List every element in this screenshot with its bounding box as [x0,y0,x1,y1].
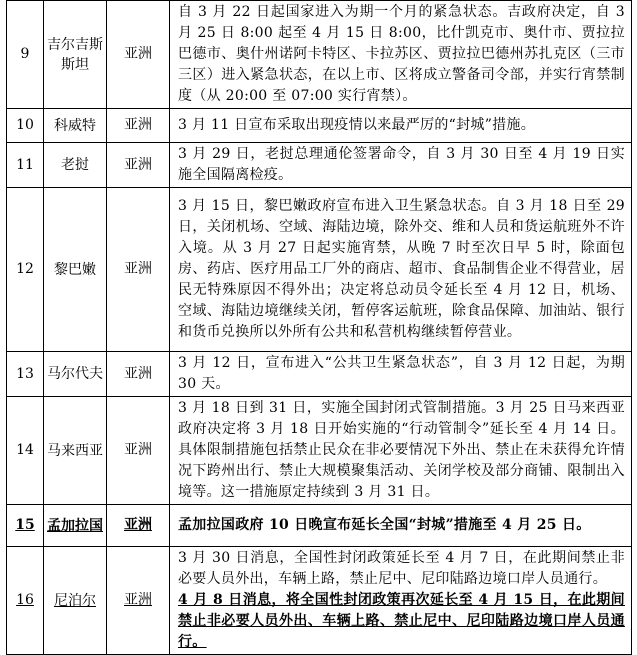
country-name: 吉尔吉斯斯坦 [44,1,107,109]
measure-text: 3 月 12 日，宣布进入“公共卫生紧急状态”，自 3 月 12 日起，为期 30 天。 [170,352,632,397]
measure-text: 孟加拉国政府 10 日晚宣布延长全国“封城”措施至 4 月 25 日。 [170,505,632,547]
country-name: 尼泊尔 [44,547,107,655]
table-row [7,352,632,397]
row-number: 9 [7,1,44,109]
row-number: 14 [7,397,44,505]
measure-text-part-2: 4 月 8 日消息，将全国性封闭政策再次延长至 4 月 15 日，在此期间禁止非必要人员外出、车辆上路、禁止尼中、尼印陆路边境口岸人员通行。 [178,592,625,650]
table-row [7,1,632,109]
region: 亚洲 [107,352,170,397]
row-number: 15 [7,505,44,547]
table-row [7,505,632,547]
region: 亚洲 [107,397,170,505]
measure-text: 3 月 18 日到 31 日，实施全国封闭式管制措施。3 月 25 日马来西亚政府决定将 3 月 18 日开始实施的“行动管制令”延长至 4 月 14 日。具体限制措施包括禁止民众在非必要情况下外出、禁止在未获得允许情况下跨州出行、禁止大规模聚集活动、关闭学校及部分商铺、限制出入境等。这一措施原定持续到 3 月 31 日。 [170,397,632,505]
region: 亚洲 [107,188,170,352]
country-name: 孟加拉国 [44,505,107,547]
country-name: 马尔代夫 [44,352,107,397]
country-name: 马来西亚 [44,397,107,505]
table-row [7,397,632,505]
region: 亚洲 [107,1,170,109]
table-row [7,547,632,655]
row-number: 12 [7,188,44,352]
region: 亚洲 [107,547,170,655]
row-number: 10 [7,109,44,143]
table-row [7,109,632,143]
row-number: 13 [7,352,44,397]
table-row [7,143,632,188]
measure-text: 自 3 月 22 日起国家进入为期一个月的紧急状态。吉政府决定，自 3 月 25 日 8:00 起至 4 月 15 日 8:00，比什凯克市、奥什市、贾拉拉巴德市、奥什州诺阿卡特区、卡拉苏区、贾拉拉巴德州苏扎克区（三市三区）进入紧急状态，在以上市、区将成立警备司令部，并实行宵禁制度（从 20:00 至 07:00 实行宵禁）。 [170,1,632,109]
row-number: 11 [7,143,44,188]
measure-text: 3 月 15 日，黎巴嫩政府宣布进入卫生紧急状态。自 3 月 18 日至 29 日，关闭机场、空域、海陆边境，除外交、维和人员和货运航班外不许入境。从 3 月 27 日起实施宵禁，从晚 7 时至次日早 5 时，除面包房、药店、医疗用品工厂外的商店、超市、食品制售企业不得营业，居民无特殊原因不得外出；决定将总动员令延长至 4 月 12 日，机场、空域、海陆边境继续关闭，暂停客运航班，除食品保障、加油站、银行和货币兑换所以外所有公共和私营机构继续暂停营业。 [170,188,632,352]
region: 亚洲 [107,109,170,143]
measure-text [170,547,632,655]
region: 亚洲 [107,505,170,547]
country-name: 科威特 [44,109,107,143]
country-name: 黎巴嫩 [44,188,107,352]
measure-text-part-1: 3 月 30 日消息，全国性封闭政策延长至 4 月 7 日，在此期间禁止非必要人员外出，车辆上路，禁止尼中、尼印陆路边境口岸人员通行。 [178,550,625,587]
measure-text: 3 月 29 日，老挝总理通伦签署命令，自 3 月 30 日至 4 月 19 日实施全国隔离检疫。 [170,143,632,188]
measure-text: 3 月 11 日宣布采取出现疫情以来最严厉的“封城”措施。 [170,109,632,143]
region: 亚洲 [107,143,170,188]
country-measures-table [6,0,632,655]
row-number: 16 [7,547,44,655]
country-name: 老挝 [44,143,107,188]
table-row [7,188,632,352]
